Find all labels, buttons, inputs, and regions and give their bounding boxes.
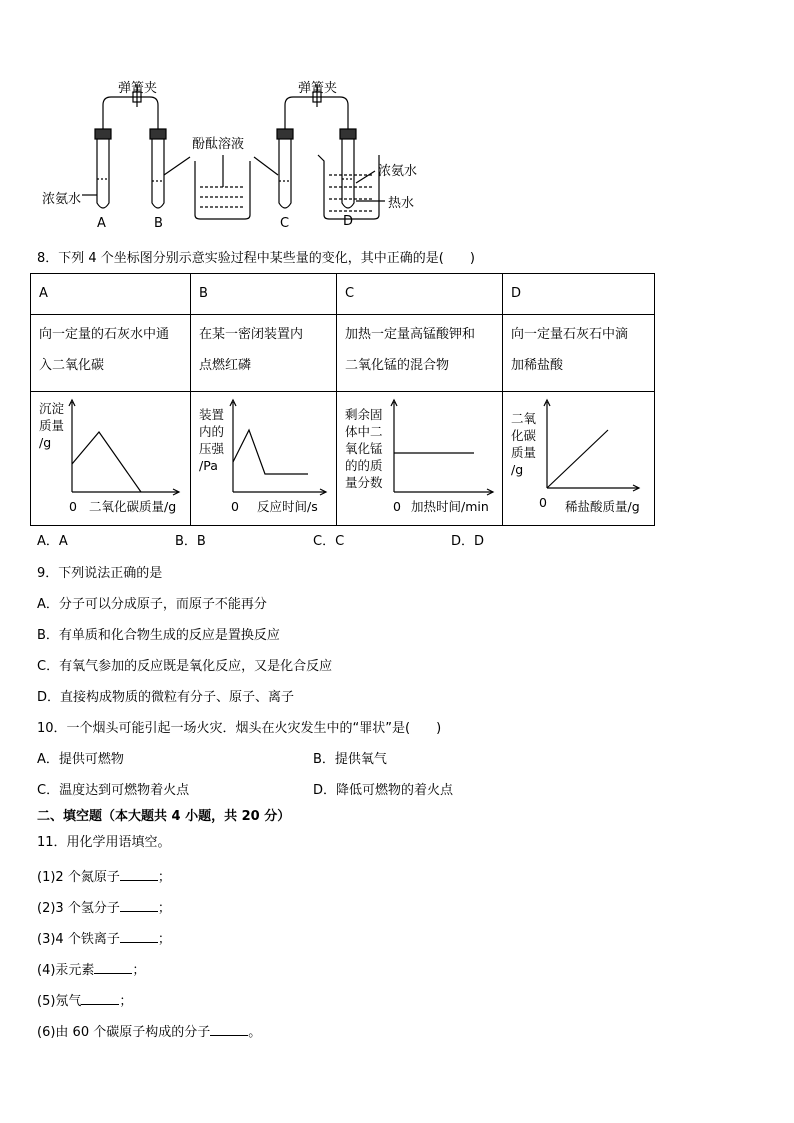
q8-col-a-letter: A xyxy=(31,274,191,315)
q8-a-desc-line1: 向一定量的石灰水中通 xyxy=(39,327,170,342)
q11-item-5-text: (5)氖气 xyxy=(37,994,82,1009)
q11-item-4-text: (4)汞元素 xyxy=(37,963,95,978)
left-liquid-label: 浓氨水 xyxy=(42,192,82,207)
q8-option-d[interactable]: D．D xyxy=(451,534,485,549)
q11-item-3-text: (3)4 个铁离子 xyxy=(37,932,120,947)
tube-b-shape xyxy=(152,139,164,208)
q8-graph-d xyxy=(503,392,655,526)
graph-b-xlabel: 反应时间/s xyxy=(257,499,318,514)
q11-item-4 xyxy=(37,961,145,979)
q8-b-desc-line2: 点燃红磷 xyxy=(199,358,252,373)
q8-col-a-desc xyxy=(31,315,191,392)
section-heading: 二、填空题（本大题共 4 小题，共 20 分） xyxy=(37,809,291,824)
q11-item-1 xyxy=(37,868,171,886)
q11-item-4-suffix: ； xyxy=(132,963,146,978)
q8-stem: 8．下列 4 个坐标图分别示意实验过程中某些量的变化，其中正确的是( ) xyxy=(37,251,475,266)
graph-c-ylabel-3: 氧化锰 xyxy=(345,441,383,456)
q9-option-c[interactable]: C．有氧气参加的反应既是氧化反应，又是化合反应 xyxy=(37,659,333,674)
q11-item-5-suffix: ； xyxy=(119,994,133,1009)
graph-d-ylabel xyxy=(511,410,536,478)
q8-b-desc-line1: 在某一密闭装置内 xyxy=(199,327,304,342)
q9-stem: 9．下列说法正确的是 xyxy=(37,566,163,581)
q11-item-6-text: (6)由 60 个碳原子构成的分子 xyxy=(37,1025,211,1040)
q8-option-c[interactable]: C．C xyxy=(313,534,345,549)
graph-b-ylabel-3: 压强 xyxy=(199,441,225,456)
tube-c-shape xyxy=(279,139,291,208)
q11-item-2-suffix: ； xyxy=(157,901,171,916)
q8-graph-b xyxy=(191,392,337,526)
q11-item-5 xyxy=(37,992,132,1010)
graph-a-ylabel xyxy=(39,400,64,451)
tube-a-shape xyxy=(97,139,109,208)
graph-d-origin: 0 xyxy=(539,495,547,510)
graph-c-origin: 0 xyxy=(393,499,401,514)
q11-item-3 xyxy=(37,930,171,948)
q10-option-a[interactable]: A．提供可燃物 xyxy=(37,752,124,767)
stopper-c xyxy=(277,129,293,139)
q10-option-c[interactable]: C．温度达到可燃物着火点 xyxy=(37,783,190,798)
clip-label-right: 弹簧夹 xyxy=(298,81,338,96)
tube-a-label: A xyxy=(97,216,106,231)
graph-b-ylabel xyxy=(199,406,224,474)
q11-item-6-suffix: 。 xyxy=(248,1025,262,1040)
graph-a-ylabel-3: /g xyxy=(39,435,52,450)
q9-option-d[interactable]: D．直接构成物质的微粒有分子、原子、离子 xyxy=(37,690,295,705)
q8-c-desc-line1: 加热一定量高锰酸钾和 xyxy=(345,327,476,342)
graph-d-ylabel-4: /g xyxy=(511,462,524,477)
q8-graph-table xyxy=(30,273,655,526)
q11-item-1-suffix: ； xyxy=(157,870,171,885)
q11-item-3-suffix: ； xyxy=(157,932,171,947)
q11-stem: 11．用化学用语填空。 xyxy=(37,835,171,850)
q11-item-6 xyxy=(37,1023,261,1041)
q11-item-1-blank[interactable] xyxy=(120,868,158,881)
graph-d-line xyxy=(547,430,608,488)
tube-c-label: C xyxy=(280,216,290,231)
q8-col-c-desc xyxy=(337,315,503,392)
q10-stem: 10．一个烟头可能引起一场火灾．烟头在火灾发生中的“罪状”是( ) xyxy=(37,721,442,736)
q8-col-b-desc xyxy=(191,315,337,392)
tube-d-shape xyxy=(342,139,354,208)
q11-item-2-text: (2)3 个氢分子 xyxy=(37,901,120,916)
graph-b-line xyxy=(233,430,308,474)
q8-graph-a xyxy=(31,392,191,526)
q8-col-b-letter: B xyxy=(191,274,337,315)
q8-a-desc-line2: 入二氧化碳 xyxy=(39,358,105,373)
q9-option-a[interactable]: A．分子可以分成原子，而原子不能再分 xyxy=(37,597,267,612)
q8-d-desc-line2: 加稀盐酸 xyxy=(511,358,564,373)
graph-b-ylabel-1: 装置 xyxy=(199,407,225,422)
graph-d-ylabel-2: 化碳 xyxy=(511,428,537,443)
q8-option-a[interactable]: A．A xyxy=(37,534,68,549)
indicator-label: 酚酞溶液 xyxy=(192,137,245,152)
q11-item-2 xyxy=(37,899,171,917)
tube-b-label: B xyxy=(154,216,163,231)
graph-b-ylabel-4: /Pa xyxy=(199,458,218,473)
hot-water-label: 热水 xyxy=(388,196,415,211)
q11-item-4-blank[interactable] xyxy=(94,961,132,974)
q11-item-2-blank[interactable] xyxy=(120,899,158,912)
tube-d-label: D xyxy=(343,214,354,229)
q8-col-d-letter: D xyxy=(503,274,655,315)
q11-item-6-blank[interactable] xyxy=(210,1023,248,1036)
graph-c-ylabel-1: 剩余固 xyxy=(345,407,383,422)
graph-c-ylabel-4: 的的质 xyxy=(345,458,383,473)
q11-item-1-text: (1)2 个氮原子 xyxy=(37,870,120,885)
graph-a-xlabel: 二氧化碳质量/g xyxy=(89,499,177,514)
clip-label-left: 弹簧夹 xyxy=(118,81,158,96)
q10-option-d[interactable]: D．降低可燃物的着火点 xyxy=(313,783,454,798)
q11-item-5-blank[interactable] xyxy=(81,992,119,1005)
graph-b-origin: 0 xyxy=(231,499,239,514)
graph-d-ylabel-1: 二氧 xyxy=(511,411,537,426)
graph-a-origin: 0 xyxy=(69,499,77,514)
graph-c-ylabel xyxy=(345,406,383,491)
graph-b-ylabel-2: 内的 xyxy=(199,424,225,439)
stopper-a xyxy=(95,129,111,139)
stopper-d xyxy=(340,129,356,139)
stopper-b xyxy=(150,129,166,139)
q8-col-d-desc xyxy=(503,315,655,392)
q8-option-b[interactable]: B．B xyxy=(175,534,206,549)
right-liquid-label: 浓氨水 xyxy=(378,164,418,179)
q10-option-b[interactable]: B．提供氧气 xyxy=(313,752,387,767)
q8-graph-c xyxy=(337,392,503,526)
graph-a-line xyxy=(72,432,141,492)
graph-a-ylabel-1: 沉淀 xyxy=(39,401,65,416)
q8-col-c-letter: C xyxy=(337,274,503,315)
graph-d-ylabel-3: 质量 xyxy=(511,445,537,460)
graph-c-xlabel: 加热时间/min xyxy=(411,499,489,514)
q8-d-desc-line1: 向一定量石灰石中滴 xyxy=(511,327,629,342)
connector-tube-left xyxy=(103,97,158,129)
graph-d-xlabel: 稀盐酸质量/g xyxy=(565,499,640,514)
q11-item-3-blank[interactable] xyxy=(120,930,158,943)
graph-a-ylabel-2: 质量 xyxy=(39,418,65,433)
q8-c-desc-line2: 二氧化锰的混合物 xyxy=(345,358,450,373)
graph-c-ylabel-5: 量分数 xyxy=(345,475,383,490)
q9-option-b[interactable]: B．有单质和化合物生成的反应是置换反应 xyxy=(37,628,280,643)
graph-c-ylabel-2: 体中二 xyxy=(345,424,383,439)
